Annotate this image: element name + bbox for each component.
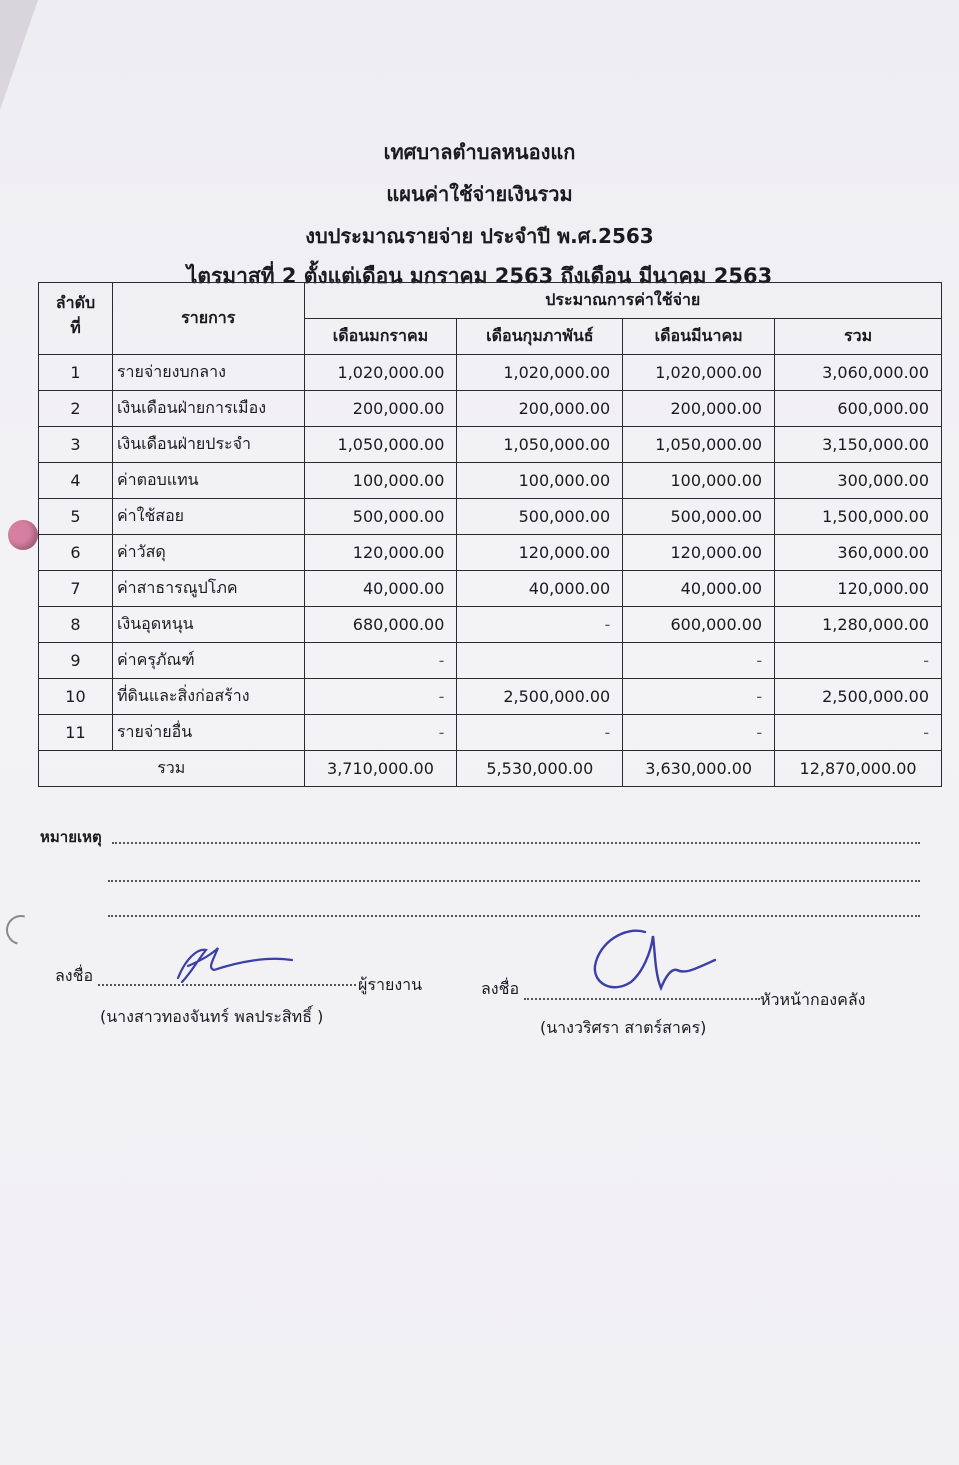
row-feb: 120,000.00 [457, 535, 623, 571]
total-label: รวม [39, 751, 305, 787]
remark-line [108, 880, 920, 882]
total-mar: 3,630,000.00 [623, 751, 775, 787]
table-row [39, 391, 942, 427]
row-jan: 100,000.00 [304, 463, 457, 499]
row-item: ค่าครุภัณฑ์ [112, 643, 304, 679]
row-jan: 680,000.00 [304, 607, 457, 643]
table-row [39, 643, 942, 679]
row-mar: - [623, 643, 775, 679]
left-sign-prefix: ลงชื่อ [55, 966, 94, 985]
row-mar: - [623, 715, 775, 751]
table-row [39, 535, 942, 571]
table-row [39, 607, 942, 643]
row-jan: 500,000.00 [304, 499, 457, 535]
total-all: 12,870,000.00 [775, 751, 942, 787]
row-feb [457, 643, 623, 679]
row-no: 7 [39, 571, 113, 607]
row-no: 10 [39, 679, 113, 715]
col-header-no: ลำดับที่ [39, 283, 113, 355]
right-sign-role: หัวหน้ากองคลัง [760, 990, 866, 1009]
col-header-jan: เดือนมกราคม [304, 319, 457, 355]
row-mar: 100,000.00 [623, 463, 775, 499]
row-feb: 200,000.00 [457, 391, 623, 427]
row-no: 2 [39, 391, 113, 427]
row-no: 9 [39, 643, 113, 679]
remark-line [108, 915, 920, 917]
row-mar: 200,000.00 [623, 391, 775, 427]
right-sign-name: (นางวริศรา สาตร์สาคร) [540, 1018, 707, 1037]
row-jan: 1,050,000.00 [304, 427, 457, 463]
row-total: 2,500,000.00 [775, 679, 942, 715]
table-row [39, 679, 942, 715]
row-no: 3 [39, 427, 113, 463]
left-sign-role: ผู้รายงาน [358, 975, 423, 994]
right-sign-prefix: ลงชื่อ [481, 979, 520, 998]
row-item: รายจ่ายงบกลาง [112, 355, 304, 391]
row-feb: - [457, 607, 623, 643]
budget-table [38, 282, 942, 787]
row-item: เงินเดือนฝ่ายประจำ [112, 427, 304, 463]
row-feb: 1,020,000.00 [457, 355, 623, 391]
row-jan: 200,000.00 [304, 391, 457, 427]
row-jan: 120,000.00 [304, 535, 457, 571]
row-feb: 2,500,000.00 [457, 679, 623, 715]
row-jan: - [304, 643, 457, 679]
row-jan: - [304, 679, 457, 715]
remark-line [112, 842, 920, 844]
table-row [39, 427, 942, 463]
col-header-total: รวม [775, 319, 942, 355]
left-sign-name: (นางสาวทองจันทร์ พลประสิทธิ์ ) [100, 1007, 324, 1026]
remark-label: หมายเหตุ [40, 828, 102, 846]
row-item: เงินอุดหนุน [112, 607, 304, 643]
row-total: 3,060,000.00 [775, 355, 942, 391]
row-mar: 1,050,000.00 [623, 427, 775, 463]
row-mar: 40,000.00 [623, 571, 775, 607]
budget-year-title: งบประมาณรายจ่าย ประจำปี พ.ศ.2563 [305, 224, 654, 248]
row-item: ที่ดินและสิ่งก่อสร้าง [112, 679, 304, 715]
punch-mark [1, 910, 42, 951]
row-mar: 500,000.00 [623, 499, 775, 535]
row-no: 1 [39, 355, 113, 391]
punch-hole [8, 520, 38, 550]
row-total: 1,500,000.00 [775, 499, 942, 535]
row-jan: 1,020,000.00 [304, 355, 457, 391]
table-row [39, 715, 942, 751]
row-item: เงินเดือนฝ่ายการเมือง [112, 391, 304, 427]
row-mar: 1,020,000.00 [623, 355, 775, 391]
table-row [39, 463, 942, 499]
row-total: 1,280,000.00 [775, 607, 942, 643]
table-row [39, 355, 942, 391]
row-feb: - [457, 715, 623, 751]
table-row [39, 499, 942, 535]
total-feb: 5,530,000.00 [457, 751, 623, 787]
row-mar: 120,000.00 [623, 535, 775, 571]
row-mar: 600,000.00 [623, 607, 775, 643]
row-total: 600,000.00 [775, 391, 942, 427]
row-no: 11 [39, 715, 113, 751]
plan-title: แผนค่าใช้จ่ายเงินรวม [386, 182, 573, 206]
row-jan: 40,000.00 [304, 571, 457, 607]
period-title: ไตรมาสที่ 2 ตั้งแต่เดือน มกราคม 2563 ถึงเดือน มีนาคม 2563 [186, 264, 773, 288]
total-jan: 3,710,000.00 [304, 751, 457, 787]
row-feb: 40,000.00 [457, 571, 623, 607]
row-item: ค่าวัสดุ [112, 535, 304, 571]
col-header-group: ประมาณการค่าใช้จ่าย [304, 283, 941, 319]
row-total: 3,150,000.00 [775, 427, 942, 463]
row-no: 5 [39, 499, 113, 535]
row-no: 8 [39, 607, 113, 643]
col-header-mar: เดือนมีนาคม [623, 319, 775, 355]
row-mar: - [623, 679, 775, 715]
left-signature-mark [168, 938, 298, 988]
org-title: เทศบาลตำบลหนองแก [383, 140, 576, 164]
row-feb: 1,050,000.00 [457, 427, 623, 463]
row-feb: 500,000.00 [457, 499, 623, 535]
row-item: ค่าตอบแทน [112, 463, 304, 499]
row-total: 360,000.00 [775, 535, 942, 571]
page-corner-shadow [0, 0, 38, 110]
row-no: 4 [39, 463, 113, 499]
row-feb: 100,000.00 [457, 463, 623, 499]
row-total: 120,000.00 [775, 571, 942, 607]
row-total: - [775, 643, 942, 679]
col-header-item: รายการ [112, 283, 304, 355]
col-header-feb: เดือนกุมภาพันธ์ [457, 319, 623, 355]
row-no: 6 [39, 535, 113, 571]
total-row [39, 751, 942, 787]
table-row [39, 571, 942, 607]
row-item: รายจ่ายอื่น [112, 715, 304, 751]
row-jan: - [304, 715, 457, 751]
row-total: 300,000.00 [775, 463, 942, 499]
right-signature-mark [585, 922, 725, 1002]
row-total: - [775, 715, 942, 751]
row-item: ค่าสาธารณูปโภค [112, 571, 304, 607]
row-item: ค่าใช้สอย [112, 499, 304, 535]
